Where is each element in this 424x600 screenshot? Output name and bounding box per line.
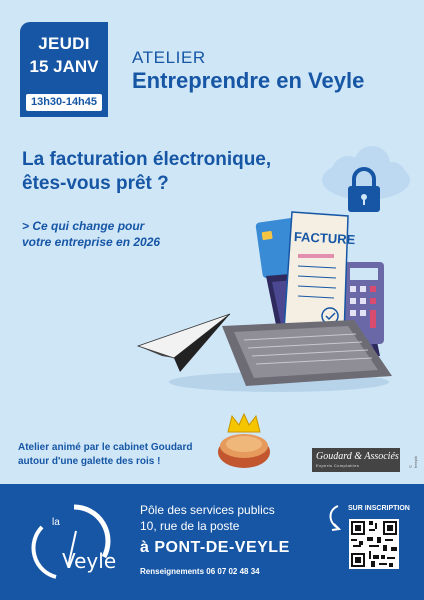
curved-arrow-icon <box>326 504 346 532</box>
registration-label: SUR INSCRIPTION <box>348 505 410 512</box>
invoice-label: FACTURE <box>293 228 356 248</box>
image-credit: © freepik <box>408 455 418 468</box>
headline-line1: La facturation électronique, <box>22 149 272 170</box>
date-box <box>20 22 108 117</box>
logo-small-text: la <box>52 517 60 528</box>
animation-text <box>18 441 218 469</box>
sponsor-logo <box>312 448 400 472</box>
subtitle-line2: votre entreprise en 2026 <box>22 235 161 249</box>
event-day: JEUDI <box>38 34 90 53</box>
qr-code-icon <box>349 519 399 569</box>
veyle-logo-swoosh-icon <box>24 497 117 587</box>
headline <box>22 148 342 196</box>
event-time: 13h30-14h45 <box>26 94 102 111</box>
animation-line2: autour d'une galette des rois ! <box>18 456 161 467</box>
animation-line1: Atelier animé par le cabinet Goudard <box>18 442 193 453</box>
series-title: Entreprendre en Veyle <box>132 68 365 93</box>
veyle-logo <box>24 497 117 587</box>
sponsor-subtitle: Experts Comptables <box>316 463 360 468</box>
address-city: à PONT-DE-VEYLE <box>140 539 290 556</box>
invoice-laptop-illustration <box>134 206 404 396</box>
address-line2: 10, rue de la poste <box>140 519 240 533</box>
invoice-document-icon <box>284 212 356 336</box>
series-label: ATELIER <box>132 48 206 67</box>
galette-crown-icon <box>214 410 274 472</box>
logo-main-text: Veyle <box>62 549 117 573</box>
subtitle-line1: > Ce qui change pour <box>22 219 145 233</box>
sponsor-name: Goudard & Associés <box>316 451 399 462</box>
paper-plane-icon <box>138 314 230 372</box>
phone-info: Renseignements 06 07 02 48 34 <box>140 567 260 576</box>
registration-qr-code[interactable] <box>349 519 399 569</box>
event-date: 15 JANV <box>29 57 99 76</box>
headline-line2: êtes-vous prêt ? <box>22 173 169 194</box>
address-line1: Pôle des services publics <box>140 503 275 517</box>
